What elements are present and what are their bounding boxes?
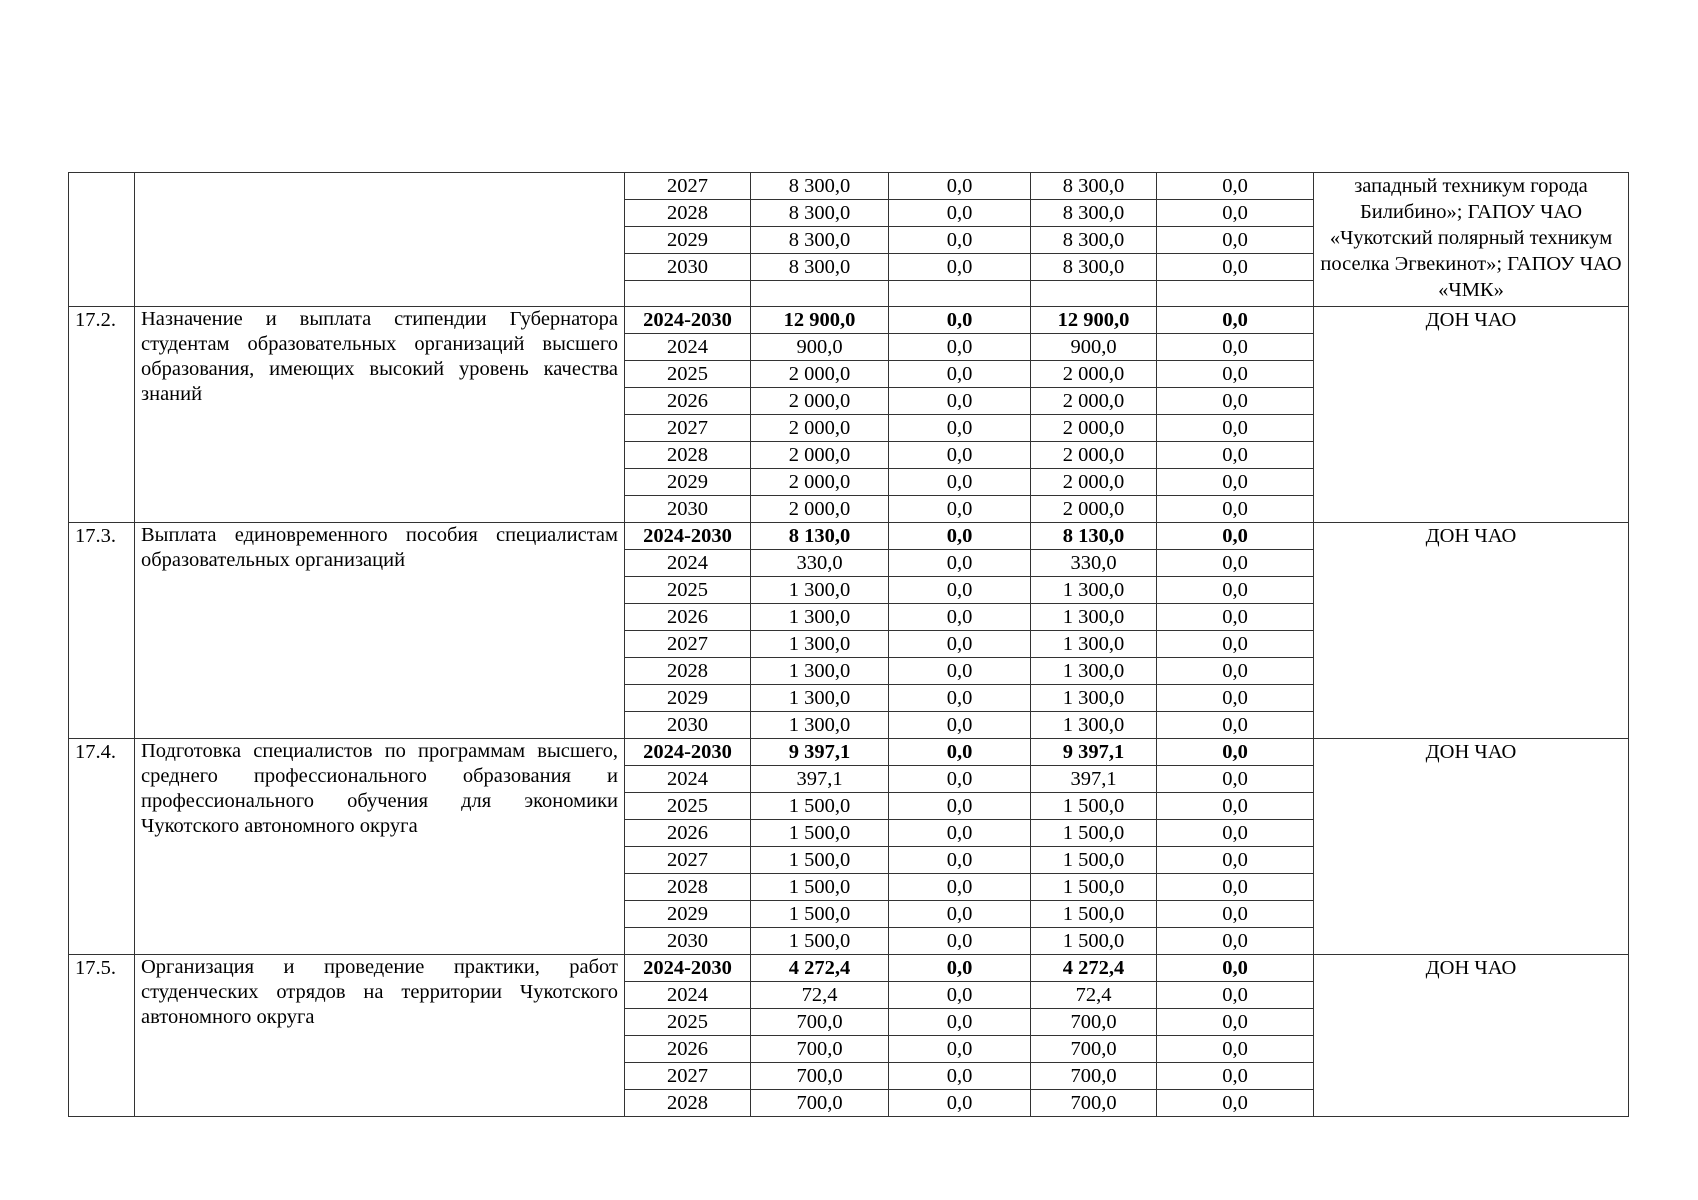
total-cell: 900,0 [751, 334, 889, 361]
other-cell: 0,0 [1157, 658, 1314, 685]
regional-cell: 72,4 [1031, 982, 1157, 1009]
item-description-cell: Назначение и выплата стипендии Губернатора студентам образовательных организаций высшего образования, имеющих высокий уровень качества знаний [135, 307, 625, 523]
other-cell: 0,0 [1157, 604, 1314, 631]
item-number-cell [69, 173, 135, 307]
year-cell: 2024-2030 [625, 523, 751, 550]
regional-cell: 1 500,0 [1031, 847, 1157, 874]
total-cell: 1 300,0 [751, 685, 889, 712]
other-cell: 0,0 [1157, 1009, 1314, 1036]
year-cell: 2025 [625, 1009, 751, 1036]
regional-cell: 397,1 [1031, 766, 1157, 793]
federal-cell: 0,0 [889, 1063, 1031, 1090]
total-cell: 2 000,0 [751, 415, 889, 442]
federal-cell: 0,0 [889, 496, 1031, 523]
year-cell: 2024-2030 [625, 307, 751, 334]
other-cell: 0,0 [1157, 469, 1314, 496]
other-cell: 0,0 [1157, 847, 1314, 874]
federal-cell: 0,0 [889, 604, 1031, 631]
year-cell: 2029 [625, 227, 751, 254]
total-cell: 1 300,0 [751, 658, 889, 685]
item-number-cell: 17.4. [69, 739, 135, 955]
responsible-cell: ДОН ЧАО [1314, 739, 1629, 955]
regional-cell: 1 300,0 [1031, 577, 1157, 604]
item-description-cell: Подготовка специалистов по программам высшего, среднего профессионального образования и профессионального обучения для экономики Чукотского автономного округа [135, 739, 625, 955]
federal-cell: 0,0 [889, 766, 1031, 793]
total-cell: 1 500,0 [751, 820, 889, 847]
other-cell: 0,0 [1157, 361, 1314, 388]
other-cell: 0,0 [1157, 523, 1314, 550]
total-cell: 2 000,0 [751, 496, 889, 523]
regional-cell: 900,0 [1031, 334, 1157, 361]
total-cell: 8 300,0 [751, 227, 889, 254]
program-funding-table [68, 172, 1629, 1117]
responsible-cell: ДОН ЧАО [1314, 523, 1629, 739]
federal-cell: 0,0 [889, 173, 1031, 200]
regional-cell: 4 272,4 [1031, 955, 1157, 982]
regional-cell: 2 000,0 [1031, 388, 1157, 415]
federal-cell: 0,0 [889, 928, 1031, 955]
total-cell: 8 300,0 [751, 254, 889, 281]
regional-cell: 1 500,0 [1031, 793, 1157, 820]
regional-cell: 1 300,0 [1031, 631, 1157, 658]
total-cell: 397,1 [751, 766, 889, 793]
year-cell: 2030 [625, 254, 751, 281]
regional-cell: 12 900,0 [1031, 307, 1157, 334]
regional-cell: 8 300,0 [1031, 254, 1157, 281]
other-cell: 0,0 [1157, 1090, 1314, 1117]
federal-cell-spacer [889, 281, 1031, 307]
total-cell: 700,0 [751, 1009, 889, 1036]
federal-cell: 0,0 [889, 847, 1031, 874]
regional-cell: 700,0 [1031, 1036, 1157, 1063]
total-cell: 2 000,0 [751, 442, 889, 469]
responsible-cell: ДОН ЧАО [1314, 955, 1629, 1117]
federal-cell: 0,0 [889, 361, 1031, 388]
total-cell: 2 000,0 [751, 469, 889, 496]
year-cell-spacer [625, 281, 751, 307]
regional-cell: 2 000,0 [1031, 361, 1157, 388]
total-cell: 12 900,0 [751, 307, 889, 334]
item-description-cell [135, 173, 625, 307]
item-number-cell: 17.5. [69, 955, 135, 1117]
other-cell: 0,0 [1157, 550, 1314, 577]
year-cell: 2029 [625, 901, 751, 928]
year-cell: 2024 [625, 982, 751, 1009]
year-cell: 2026 [625, 820, 751, 847]
year-cell: 2030 [625, 712, 751, 739]
federal-cell: 0,0 [889, 658, 1031, 685]
other-cell: 0,0 [1157, 901, 1314, 928]
other-cell: 0,0 [1157, 334, 1314, 361]
year-cell: 2028 [625, 658, 751, 685]
year-cell: 2024 [625, 334, 751, 361]
federal-cell: 0,0 [889, 334, 1031, 361]
regional-cell: 9 397,1 [1031, 739, 1157, 766]
responsible-cell: западный техникум города Билибино»; ГАПОУ ЧАО «Чукотский полярный техникум поселка Эгвекинот»; ГАПОУ ЧАО «ЧМК» [1314, 173, 1629, 307]
federal-cell: 0,0 [889, 955, 1031, 982]
federal-cell: 0,0 [889, 631, 1031, 658]
total-cell: 330,0 [751, 550, 889, 577]
year-cell: 2025 [625, 793, 751, 820]
year-cell: 2029 [625, 469, 751, 496]
total-cell: 4 272,4 [751, 955, 889, 982]
federal-cell: 0,0 [889, 1090, 1031, 1117]
year-cell: 2025 [625, 361, 751, 388]
other-cell: 0,0 [1157, 227, 1314, 254]
section-total-row [69, 523, 1629, 550]
section-total-row [69, 955, 1629, 982]
other-cell: 0,0 [1157, 307, 1314, 334]
other-cell: 0,0 [1157, 442, 1314, 469]
total-cell: 8 300,0 [751, 200, 889, 227]
total-cell: 9 397,1 [751, 739, 889, 766]
other-cell: 0,0 [1157, 820, 1314, 847]
year-cell: 2026 [625, 1036, 751, 1063]
federal-cell: 0,0 [889, 254, 1031, 281]
other-cell: 0,0 [1157, 793, 1314, 820]
regional-cell: 1 300,0 [1031, 658, 1157, 685]
table-body [69, 173, 1629, 1117]
year-cell: 2024-2030 [625, 955, 751, 982]
regional-cell: 1 300,0 [1031, 604, 1157, 631]
federal-cell: 0,0 [889, 739, 1031, 766]
total-cell-spacer [751, 281, 889, 307]
federal-cell: 0,0 [889, 415, 1031, 442]
total-cell: 1 500,0 [751, 874, 889, 901]
year-cell: 2026 [625, 388, 751, 415]
other-cell: 0,0 [1157, 1063, 1314, 1090]
regional-cell: 700,0 [1031, 1009, 1157, 1036]
federal-cell: 0,0 [889, 685, 1031, 712]
regional-cell: 330,0 [1031, 550, 1157, 577]
total-cell: 1 300,0 [751, 631, 889, 658]
other-cell: 0,0 [1157, 928, 1314, 955]
other-cell: 0,0 [1157, 739, 1314, 766]
year-cell: 2027 [625, 173, 751, 200]
year-cell: 2028 [625, 200, 751, 227]
total-cell: 1 500,0 [751, 928, 889, 955]
item-number-cell: 17.2. [69, 307, 135, 523]
total-cell: 1 500,0 [751, 901, 889, 928]
federal-cell: 0,0 [889, 1009, 1031, 1036]
total-cell: 700,0 [751, 1036, 889, 1063]
federal-cell: 0,0 [889, 550, 1031, 577]
total-cell: 1 300,0 [751, 712, 889, 739]
total-cell: 2 000,0 [751, 388, 889, 415]
total-cell: 72,4 [751, 982, 889, 1009]
federal-cell: 0,0 [889, 227, 1031, 254]
regional-cell: 1 500,0 [1031, 928, 1157, 955]
year-cell: 2026 [625, 604, 751, 631]
year-cell: 2027 [625, 631, 751, 658]
other-cell: 0,0 [1157, 766, 1314, 793]
other-cell: 0,0 [1157, 415, 1314, 442]
other-cell: 0,0 [1157, 200, 1314, 227]
year-cell: 2027 [625, 415, 751, 442]
federal-cell: 0,0 [889, 1036, 1031, 1063]
total-cell: 700,0 [751, 1090, 889, 1117]
total-cell: 2 000,0 [751, 361, 889, 388]
regional-cell: 700,0 [1031, 1090, 1157, 1117]
total-cell: 1 300,0 [751, 604, 889, 631]
year-cell: 2024-2030 [625, 739, 751, 766]
total-cell: 1 300,0 [751, 577, 889, 604]
item-number-cell: 17.3. [69, 523, 135, 739]
total-cell: 1 500,0 [751, 793, 889, 820]
regional-cell: 1 500,0 [1031, 901, 1157, 928]
other-cell: 0,0 [1157, 874, 1314, 901]
regional-cell: 8 300,0 [1031, 227, 1157, 254]
other-cell: 0,0 [1157, 577, 1314, 604]
total-cell: 700,0 [751, 1063, 889, 1090]
table-row [69, 173, 1629, 200]
federal-cell: 0,0 [889, 712, 1031, 739]
year-cell: 2024 [625, 550, 751, 577]
regional-cell: 8 300,0 [1031, 173, 1157, 200]
other-cell: 0,0 [1157, 1036, 1314, 1063]
federal-cell: 0,0 [889, 874, 1031, 901]
federal-cell: 0,0 [889, 388, 1031, 415]
other-cell: 0,0 [1157, 496, 1314, 523]
total-cell: 1 500,0 [751, 847, 889, 874]
federal-cell: 0,0 [889, 442, 1031, 469]
year-cell: 2028 [625, 874, 751, 901]
item-description-cell: Выплата единовременного пособия специалистам образовательных организаций [135, 523, 625, 739]
other-cell: 0,0 [1157, 631, 1314, 658]
regional-cell: 2 000,0 [1031, 442, 1157, 469]
year-cell: 2029 [625, 685, 751, 712]
regional-cell: 700,0 [1031, 1063, 1157, 1090]
regional-cell: 2 000,0 [1031, 415, 1157, 442]
other-cell: 0,0 [1157, 955, 1314, 982]
regional-cell: 2 000,0 [1031, 469, 1157, 496]
regional-cell: 1 500,0 [1031, 820, 1157, 847]
federal-cell: 0,0 [889, 469, 1031, 496]
other-cell: 0,0 [1157, 712, 1314, 739]
federal-cell: 0,0 [889, 982, 1031, 1009]
year-cell: 2025 [625, 577, 751, 604]
year-cell: 2027 [625, 1063, 751, 1090]
year-cell: 2030 [625, 928, 751, 955]
other-cell: 0,0 [1157, 173, 1314, 200]
other-cell: 0,0 [1157, 685, 1314, 712]
regional-cell-spacer [1031, 281, 1157, 307]
federal-cell: 0,0 [889, 793, 1031, 820]
regional-cell: 1 300,0 [1031, 685, 1157, 712]
item-description-cell: Организация и проведение практики, работ студенческих отрядов на территории Чукотского автономного округа [135, 955, 625, 1117]
total-cell: 8 300,0 [751, 173, 889, 200]
federal-cell: 0,0 [889, 200, 1031, 227]
federal-cell: 0,0 [889, 577, 1031, 604]
other-cell: 0,0 [1157, 982, 1314, 1009]
regional-cell: 1 300,0 [1031, 712, 1157, 739]
section-total-row [69, 307, 1629, 334]
responsible-cell: ДОН ЧАО [1314, 307, 1629, 523]
federal-cell: 0,0 [889, 307, 1031, 334]
year-cell: 2028 [625, 1090, 751, 1117]
other-cell: 0,0 [1157, 388, 1314, 415]
section-total-row [69, 739, 1629, 766]
federal-cell: 0,0 [889, 901, 1031, 928]
total-cell: 8 130,0 [751, 523, 889, 550]
year-cell: 2030 [625, 496, 751, 523]
federal-cell: 0,0 [889, 820, 1031, 847]
regional-cell: 1 500,0 [1031, 874, 1157, 901]
other-cell-spacer [1157, 281, 1314, 307]
year-cell: 2028 [625, 442, 751, 469]
federal-cell: 0,0 [889, 523, 1031, 550]
regional-cell: 8 300,0 [1031, 200, 1157, 227]
year-cell: 2024 [625, 766, 751, 793]
other-cell: 0,0 [1157, 254, 1314, 281]
regional-cell: 8 130,0 [1031, 523, 1157, 550]
year-cell: 2027 [625, 847, 751, 874]
regional-cell: 2 000,0 [1031, 496, 1157, 523]
